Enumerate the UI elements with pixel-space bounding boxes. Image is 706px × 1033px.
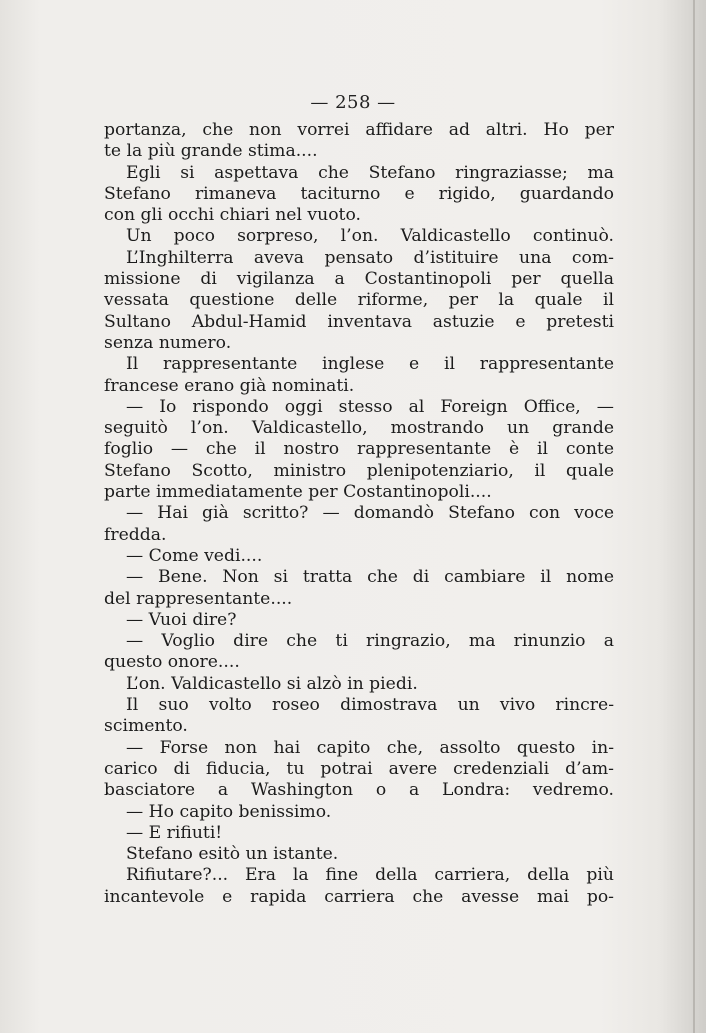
text-line: Stefano esitò un istante.: [126, 844, 339, 865]
text-line: Stefano rimaneva taciturno e rigido, guardando: [104, 183, 614, 204]
text-line: — Vuoi dire?: [126, 609, 237, 630]
text-line: missione di vigilanza a Costantinopoli per quella: [104, 269, 614, 290]
text-line: Un poco sorpreso, l’on. Valdicastello continuò.: [126, 226, 614, 247]
text-line: Rifiutare?... Era la fine della carriera, della più: [126, 865, 614, 886]
text-line: — Come vedi....: [126, 545, 263, 566]
text-line: parte immediatamente per Costantinopoli....: [104, 482, 492, 503]
text-line: foglio — che il nostro rappresentante è il conte: [104, 439, 614, 460]
text-line: carico di fiducia, tu potrai avere credenziali d’am-: [104, 758, 614, 779]
page-fold-shadow: [693, 0, 695, 1033]
text-line: — Forse non hai capito che, assolto questo in-: [126, 737, 614, 758]
text-line: Stefano Scotto, ministro plenipotenziario, il quale: [104, 460, 614, 481]
text-line: senza numero.: [104, 332, 232, 353]
text-line: — Hai già scritto? — domandò Stefano con voce: [126, 503, 614, 524]
text-line: L’on. Valdicastello si alzò in piedi.: [126, 673, 418, 694]
text-line: Sultano Abdul-Hamid inventava astuzie e pretesti: [104, 311, 614, 332]
text-line: L’Inghilterra aveva pensato d’istituire una com-: [126, 247, 614, 268]
text-line: Il suo volto roseo dimostrava un vivo rincre-: [126, 695, 614, 716]
text-line: questo onore....: [104, 652, 240, 673]
text-line: vessata questione delle riforme, per la quale il: [104, 290, 614, 311]
body-text: [104, 120, 614, 908]
text-line: fredda.: [104, 524, 167, 545]
text-line: incantevole e rapida carriera che avesse mai po-: [104, 886, 614, 907]
text-line: — Voglio dire che ti ringrazio, ma rinunzio a: [126, 631, 614, 652]
text-line: Il rappresentante inglese e il rappresentante: [126, 354, 614, 375]
text-line: con gli occhi chiari nel vuoto.: [104, 205, 361, 226]
text-line: Egli si aspettava che Stefano ringraziasse; ma: [126, 162, 614, 183]
text-line: del rappresentante....: [104, 588, 293, 609]
text-line: — Ho capito benissimo.: [126, 801, 332, 822]
text-line: scimento.: [104, 716, 188, 737]
text-line: basciatore a Washington o a Londra: vedremo.: [104, 780, 614, 801]
text-line: — Io rispondo oggi stesso al Foreign Office, —: [126, 396, 614, 417]
text-line: portanza, che non vorrei affidare ad altri. Ho per: [104, 120, 614, 140]
page-number: — 258 —: [310, 92, 396, 113]
text-line: francese erano già nominati.: [104, 375, 355, 396]
text-line: seguitò l’on. Valdicastello, mostrando un grande: [104, 418, 614, 439]
text-line: — E rifiuti!: [126, 822, 223, 843]
text-line: te la più grande stima....: [104, 141, 318, 162]
text-line: — Bene. Non si tratta che di cambiare il nome: [126, 567, 614, 588]
